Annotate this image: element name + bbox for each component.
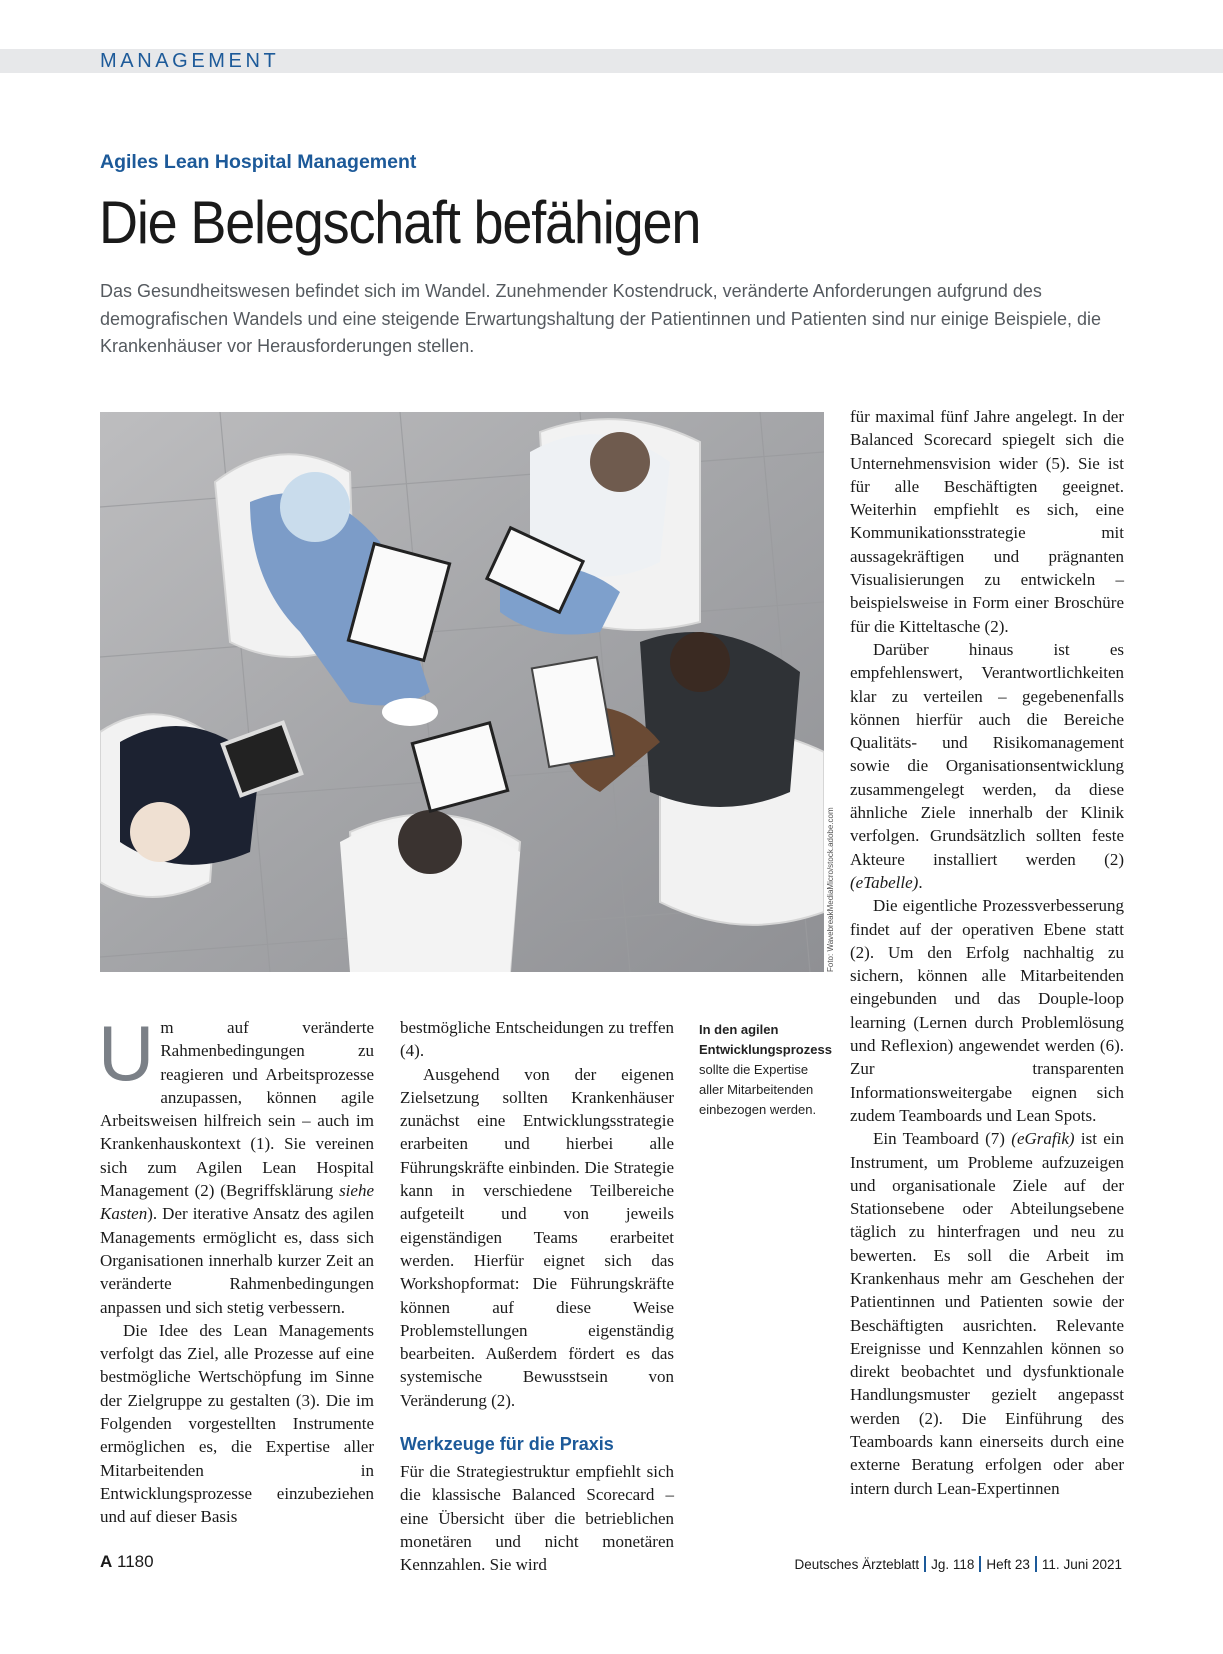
article-column-1	[98, 1009, 374, 1529]
paragraph: Um auf veränderte Rahmenbedingungen zu reagieren und Arbeitsprozesse anzupassen, können agile Arbeitsweisen hilfreich sein – auch im Krankenhauskontext (1). Sie vereinen sich zum Agilen Lean Hospital Management (2) (Begriffsklärung siehe Kasten). Der iterative Ansatz des agilen Managements ermöglicht es, dass sich Organisationen innerhalb kurzer Zeit an veränderte Rahmenbedingungen anpassen und sich stetig verbessern.	[98, 1009, 374, 1317]
article-kicker: Agiles Lean Hospital Management	[100, 151, 417, 173]
paragraph: Darüber hinaus ist es empfehlenswert, Verantwortlichkeiten klar zu verteilen – gegebenenfalls können hierfür auch die Bereiche Qualitäts- und Risikomanagement sowie die Organisationsentwicklung zusammengelegt werden, da diese ähnliche Ziele innerhalb der Klinik verfolgen. Grundsätzlich sollten feste Akteure installiert werden (2) (eTabelle).	[850, 639, 1124, 892]
paragraph: bestmögliche Entscheidungen zu treffen (4).	[400, 1018, 674, 1061]
page-number: A 1180	[100, 1552, 154, 1571]
journal-name: Deutsches Ärzteblatt	[794, 1557, 920, 1572]
footer-separator	[979, 1556, 981, 1572]
paragraph: Ein Teamboard (7) (eGrafik) ist ein Instrument, um Probleme aufzuzeigen und organisationale Ziele auf der Stationsebene oder Abteilungsebene täglich zu hinterfragen und neu zu bewerten. Es soll die Arbeit im Krankenhaus mehr am Geschehen der Patientinnen und Patienten sowie der Beschäftigten ausrichten. Relevante Ereignisse und Kennzahlen können so direkt beobachtet und dysfunktionale Handlungsmuster gezielt angepasst werden (2). Die Einführung des Teamboards kann einerseits durch eine externe Beratung erfolgen oder aber intern durch Lean-Expertinnen	[850, 1129, 1124, 1498]
journal-issue: Heft 23	[986, 1557, 1030, 1572]
journal-date: 11. Juni 2021	[1041, 1557, 1122, 1572]
article-photo	[100, 412, 824, 972]
photo-caption: In den agilen Entwicklungsprozess sollte die Expertise aller Mitarbeitenden einbezogen werden.	[699, 1022, 832, 1117]
journal-volume: Jg. 118	[931, 1557, 975, 1572]
footer-separator	[1035, 1556, 1037, 1572]
paragraph: Die Idee des Lean Managements verfolgt das Ziel, alle Prozesse auf eine bestmögliche Wertschöpfung im Sinne der Zielgruppe zu gestalten (3). Die im Folgenden vorgestellten Instrumente ermöglichen es, die Expertise aller Mitarbeitenden in Entwicklungsprozesse einzubeziehen und auf dieser Basis	[100, 1320, 374, 1527]
footer-separator	[924, 1556, 926, 1572]
paragraph: Für die Strategiestruktur empfiehlt sich die klassische Balanced Scorecard – eine Übersicht über die betrieblichen monetären und nicht monetären Kennzahlen. Sie wird	[400, 1462, 674, 1575]
section-subheading: Werkzeuge für die Praxis	[400, 1434, 614, 1455]
drop-cap: U	[98, 1009, 155, 1097]
article-lead: Das Gesundheitswesen befindet sich im Wandel. Zunehmender Kostendruck, veränderte Anforderungen aufgrund des demografischen Wandels und eine steigende Erwartungshaltung der Patientinnen und Patienten sind nur einige Beispiele, die Krankenhäuser vor Herausforderungen stellen.	[100, 281, 1102, 356]
paragraph: Ausgehend von der eigenen Zielsetzung sollten Krankenhäuser zunächst eine Entwicklungsstrategie erarbeiten und hierbei alle Führungskräfte einbinden. Die Strategie kann in verschiedene Teilbereiche aufgeteilt und von jeweils eigenständigen Teams erarbeitet werden. Hierfür eignet sich das Workshopformat: Die Führungskräfte können auf diese Weise Problemstellungen eigenständig bearbeiten. Außerdem fördert es das systemische Bewusstsein von Veränderung (2).	[400, 1064, 674, 1410]
paragraph: Die eigentliche Prozessverbesserung findet auf der operativen Ebene statt (2). Um den Erfolg nachhaltig zu sichern, können alle Mitarbeitenden eingebunden und das Douple-loop learning (Lernen durch Problemlösung und Reflexion) angewendet werden (6). Zur transparenten Informationsweitergabe eignen sich zudem Teamboards und Lean Spots.	[850, 896, 1124, 1125]
journal-footer	[795, 1556, 1122, 1572]
section-label: MANAGEMENT	[100, 50, 280, 72]
article-column-2	[400, 1016, 674, 1577]
paragraph: für maximal fünf Jahre angelegt. In der Balanced Scorecard spiegelt sich die Unternehmensvision wider (5). Sie ist für alle Beschäftigten geeignet. Weiterhin empfiehlt es sich, eine Kommunikationsstrategie mit aussagekräftigen und prägnanten Visualisierungen zu entwickeln – beispielsweise in Form einer Broschüre für die Kitteltasche (2).	[850, 407, 1124, 636]
article-column-3	[850, 405, 1124, 1500]
photo-credit: Foto: WavebreakMediaMicro/stock.adobe.com	[826, 807, 835, 972]
article-headline: Die Belegschaft befähigen	[99, 189, 701, 256]
